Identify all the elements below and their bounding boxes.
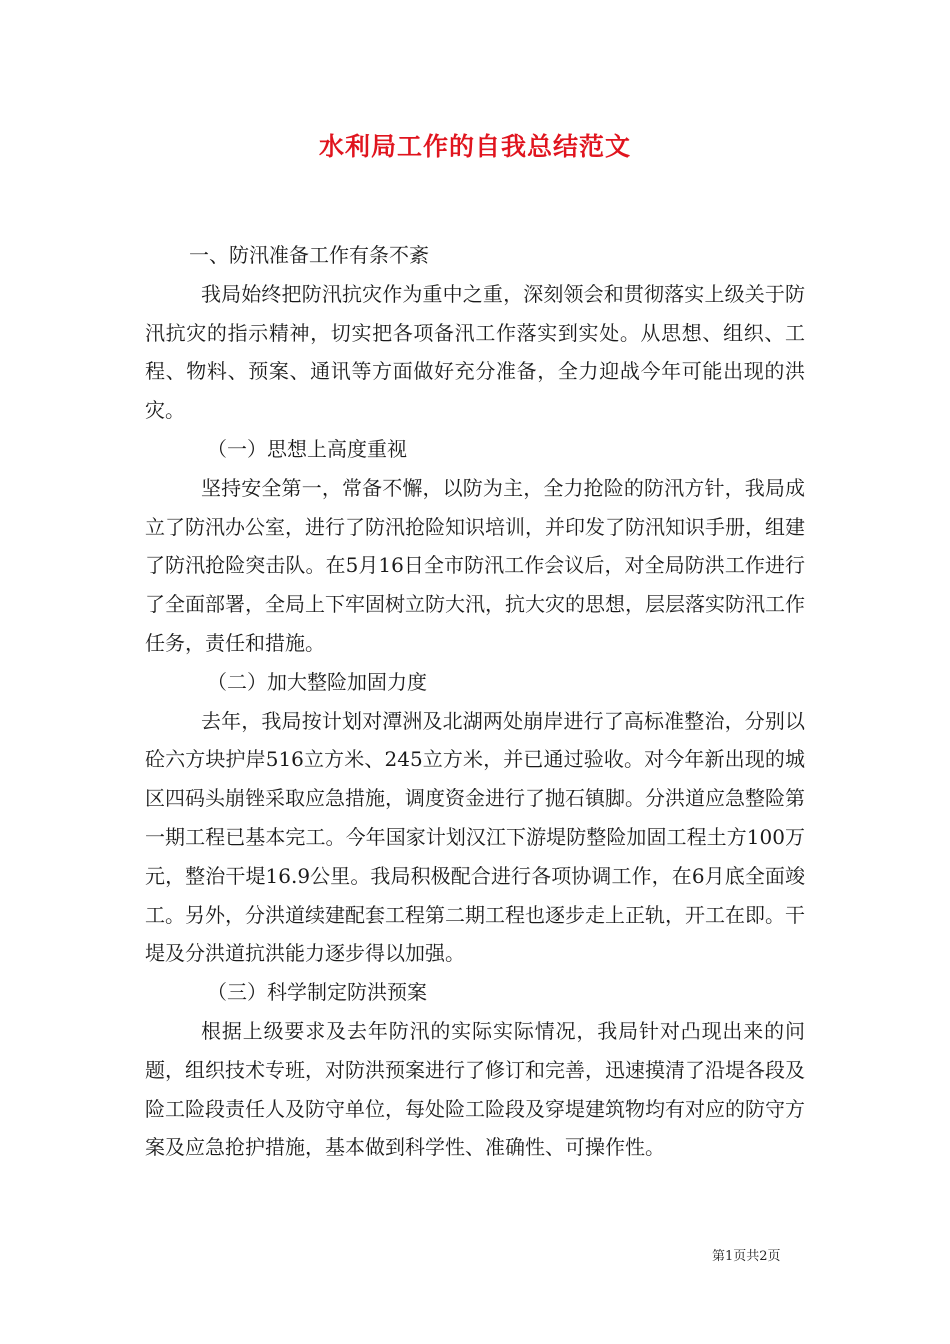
subsection-heading: （一）思想上高度重视 bbox=[207, 436, 407, 461]
page-number-footer: 第1页共2页 bbox=[712, 1249, 781, 1264]
document-body bbox=[145, 236, 805, 1167]
subsection-heading: （三）科学制定防洪预案 bbox=[207, 980, 427, 1005]
section-heading: 一、防汛准备工作有条不紊 bbox=[189, 243, 429, 267]
body-paragraph: 我局始终把防汛抗灾作为重中之重，深刻领会和贯彻落实上级关于防汛抗灾的指示精神，切实把各项备汛工作落实到实处。从思想、组织、工程、物料、预案、通讯等方面做好充分准备，全力迎战今年可能出现的洪灾。 bbox=[145, 281, 805, 423]
document-title: 水利局工作的自我总结范文 bbox=[318, 132, 631, 161]
subsection-heading: （二）加大整险加固力度 bbox=[207, 669, 427, 694]
body-paragraph: 坚持安全第一，常备不懈，以防为主，全力抢险的防汛方针，我局成立了防汛办公室，进行了防汛抢险知识培训，并印发了防汛知识手册，组建了防汛抢险突击队。在5月16日全市防汛工作会议后，对全局防洪工作进行了全面部署，全局上下牢固树立防大汛，抗大灾的思想，层层落实防汛工作任务，责任和措施。 bbox=[145, 475, 805, 655]
body-paragraph: 根据上级要求及去年防汛的实际实际情况，我局针对凸现出来的问题，组织技术专班，对防洪预案进行了修订和完善，迅速摸清了沿堤各段及险工险段责任人及防守单位，每处险工险段及穿堤建筑物均有对应的防守方案及应急抢护措施，基本做到科学性、准确性、可操作性。 bbox=[145, 1018, 805, 1160]
body-paragraph: 去年，我局按计划对潭洲及北湖两处崩岸进行了高标准整治，分别以砼六方块护岸516立方米、245立方米，并已通过验收。对今年新出现的城区四码头崩锉采取应急措施，调度资金进行了抛石镇脚。分洪道应急整险第一期工程已基本完工。今年国家计划汉江下游堤防整险加固工程土方100万元，整治干堤16.9公里。我局积极配合进行各项协调工作，在6月底全面竣工。另外，分洪道续建配套工程第二期工程也逐步走上正轨，开工在即。干堤及分洪道抗洪能力逐步得以加强。 bbox=[145, 708, 805, 966]
